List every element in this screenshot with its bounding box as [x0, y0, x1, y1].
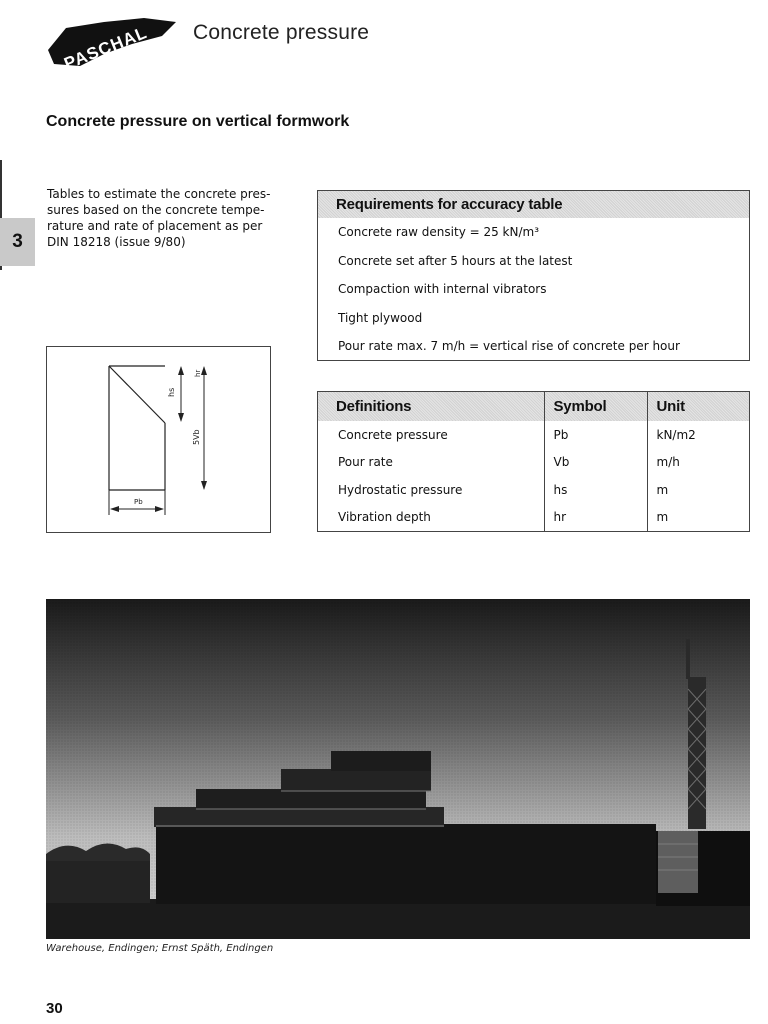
paschal-logo [44, 14, 180, 72]
section-heading: Concrete pressure on vertical formwork [46, 113, 350, 130]
header-title: Concrete pressure [193, 21, 370, 44]
unit-header: Unit [647, 392, 749, 421]
requirements-row: Concrete raw density = 25 kN/m³ [338, 225, 540, 239]
chapter-tab [0, 218, 35, 266]
requirements-row: Tight plywood [338, 310, 423, 325]
definitions-header: Definitions [318, 392, 544, 421]
symbol-cell: Pb [544, 421, 647, 449]
unit-cell: kN/m2 [647, 421, 749, 449]
unit-cell: m [647, 476, 749, 504]
requirements-title: Requirements for accuracy table [318, 191, 749, 218]
logo-text: PASCHAL [61, 22, 150, 72]
pb-label: Pb [134, 498, 143, 506]
5vb-label: 5Vb [192, 429, 201, 445]
paschal-logo-graphic [44, 14, 180, 72]
definition-cell: Vibration depth [338, 510, 431, 525]
symbol-cell: hs [544, 476, 647, 504]
table-row [318, 476, 749, 504]
intro-line: sures based on the concrete tempe- [47, 203, 265, 217]
table-row [318, 421, 749, 449]
symbol-cell: hr [544, 504, 647, 532]
intro-line: Tables to estimate the concrete pres- [47, 187, 271, 201]
warehouse-photo-graphic [46, 599, 750, 939]
definitions-header-row [318, 392, 749, 421]
definitions-table [317, 391, 750, 532]
intro-line: DIN 18218 (issue 9/80) [47, 235, 186, 249]
photo-caption: Warehouse, Endingen; Ernst Späth, Endingen [46, 943, 274, 954]
pressure-diagram-graphic [47, 347, 270, 532]
chapter-number: 3 [12, 231, 23, 252]
symbol-header: Symbol [544, 392, 647, 421]
definitions-grid [318, 392, 749, 531]
definition-cell: Hydrostatic pressure [338, 482, 463, 497]
requirements-row: Compaction with internal vibrators [338, 282, 547, 296]
unit-cell: m [647, 504, 749, 532]
symbol-cell: Vb [544, 449, 647, 477]
table-row [318, 504, 749, 532]
definition-cell: Pour rate [338, 455, 393, 470]
page-number: 30 [46, 1000, 63, 1017]
hr-label: hr [194, 369, 202, 377]
requirements-row: Concrete set after 5 hours at the latest [338, 253, 573, 268]
table-row [318, 449, 749, 477]
pressure-diagram [46, 346, 271, 533]
requirements-row: Pour rate max. 7 m/h = vertical rise of concrete per hour [338, 339, 680, 353]
warehouse-photo [46, 599, 750, 939]
unit-cell: m/h [647, 449, 749, 477]
definition-cell: Concrete pressure [338, 427, 448, 442]
hs-label: hs [167, 387, 176, 397]
intro-text [47, 186, 277, 250]
intro-line: rature and rate of placement as per [47, 219, 263, 233]
requirements-table [317, 190, 750, 361]
